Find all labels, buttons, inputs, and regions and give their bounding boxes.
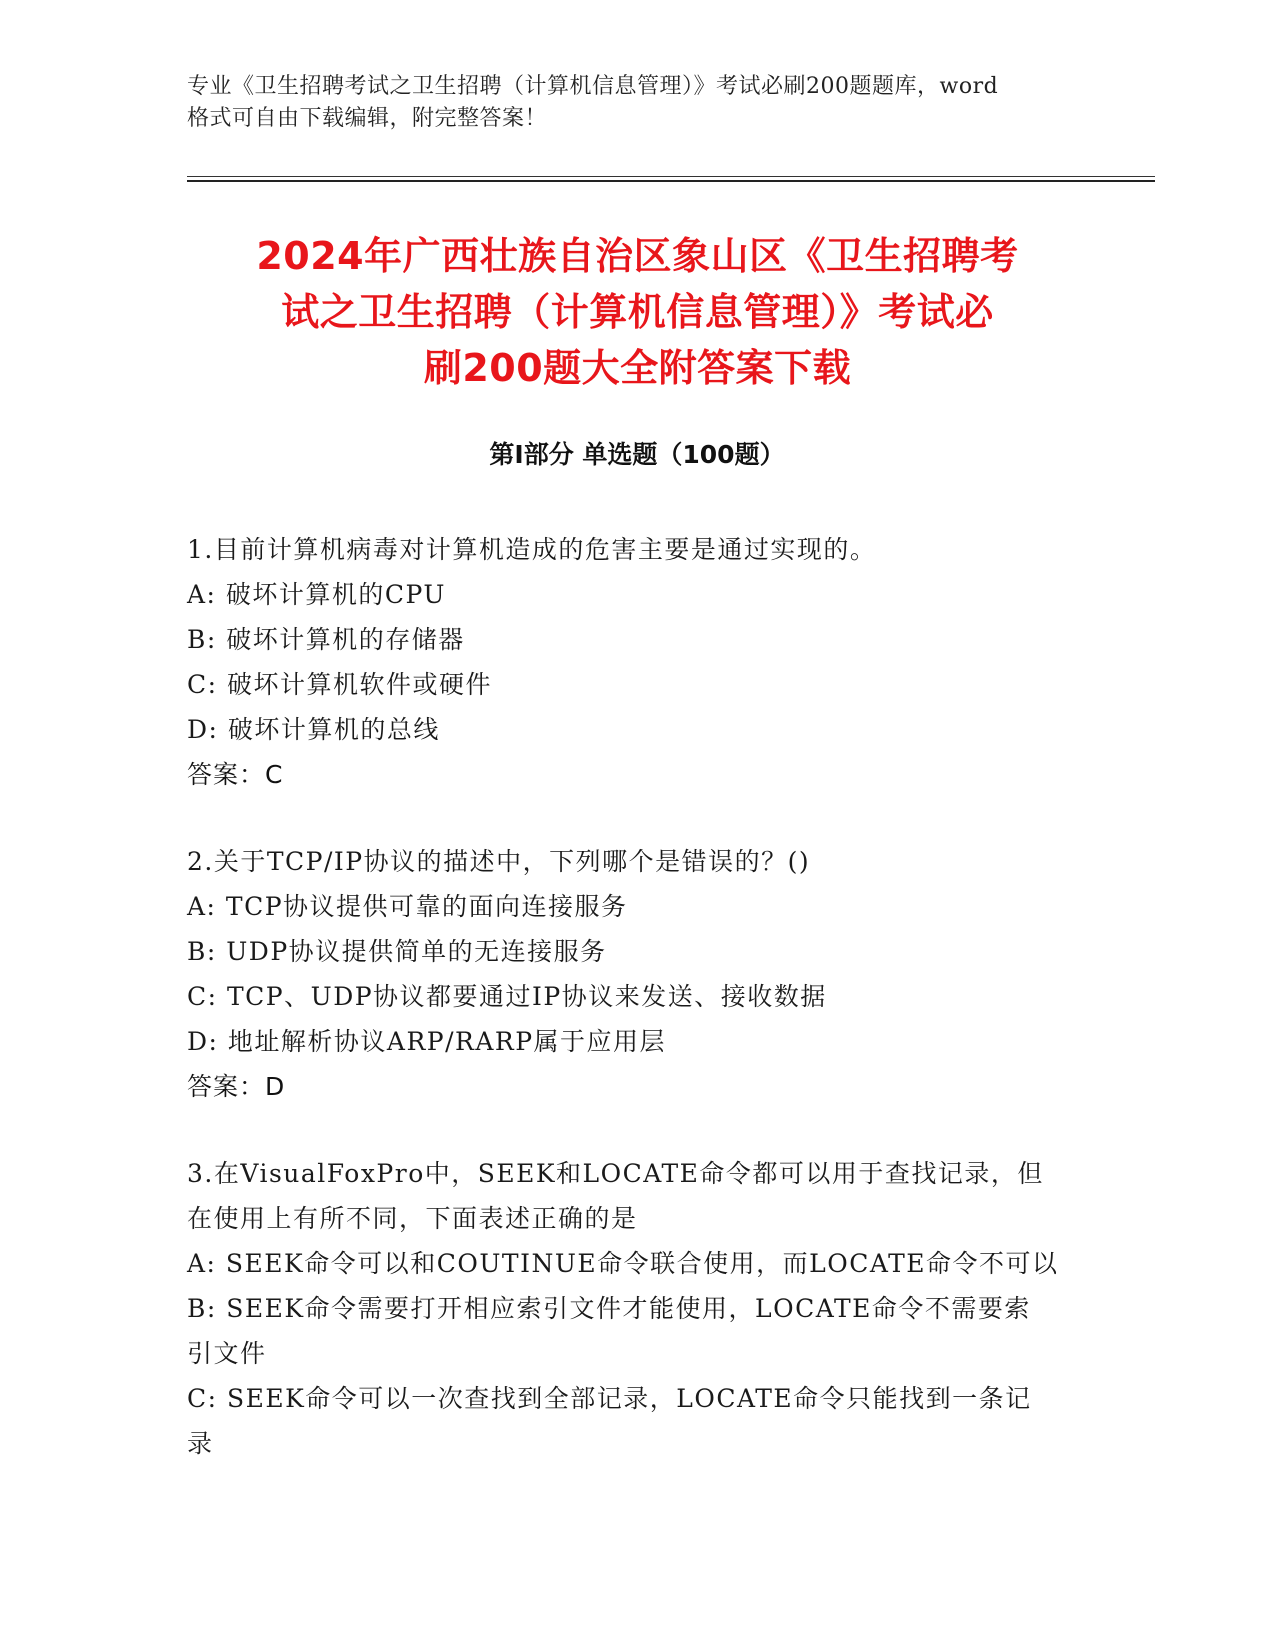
option-a: A: TCP协议提供可靠的面向连接服务	[187, 892, 628, 921]
option-b: B: SEEK命令需要打开相应索引文件才能使用，LOCATE命令不需要索	[187, 1294, 1031, 1323]
title-line-3: 刷200题大全附答案下载	[423, 346, 852, 390]
option-c: C: TCP、UDP协议都要通过IP协议来发送、接收数据	[187, 982, 827, 1011]
option-b-continued: 引文件	[187, 1339, 267, 1368]
question-stem-line-1: 3.在VisualFoxPro中，SEEK和LOCATE命令都可以用于查找记录，但	[187, 1159, 1044, 1188]
answer-label: 答案：C	[187, 760, 284, 789]
title-line-1: 2024年广西壮族自治区象山区《卫生招聘考	[256, 234, 1019, 278]
header-divider-thin	[187, 176, 1155, 177]
option-d: D: 破坏计算机的总线	[187, 715, 440, 744]
option-a: A: SEEK命令可以和COUTINUE命令联合使用，而LOCATE命令不可以	[187, 1249, 1059, 1278]
header-note	[187, 71, 1087, 135]
question-list	[187, 527, 1067, 1508]
question-2	[187, 839, 1067, 1109]
option-a: A: 破坏计算机的CPU	[187, 580, 447, 609]
document-title	[175, 228, 1100, 396]
header-note-line-2: 格式可自由下载编辑，附完整答案！	[187, 106, 548, 131]
option-c: C: 破坏计算机软件或硬件	[187, 670, 492, 699]
option-d: D: 地址解析协议ARP/RARP属于应用层	[187, 1027, 667, 1056]
option-b: B: 破坏计算机的存储器	[187, 625, 465, 654]
question-1	[187, 527, 1067, 797]
section-heading: 第Ⅰ部分 单选题（100题）	[489, 440, 785, 469]
option-c: C: SEEK命令可以一次查找到全部记录，LOCATE命令只能找到一条记	[187, 1384, 1032, 1413]
question-3	[187, 1151, 1067, 1466]
question-stem: 1.目前计算机病毒对计算机造成的危害主要是通过实现的。	[187, 535, 877, 564]
title-line-2: 试之卫生招聘（计算机信息管理）》考试必	[281, 290, 994, 334]
header-divider-thick	[187, 180, 1155, 182]
question-stem: 2.关于TCP/IP协议的描述中，下列哪个是错误的？()	[187, 847, 811, 876]
header-note-line-1: 专业《卫生招聘考试之卫生招聘（计算机信息管理）》考试必刷200题题库，word	[187, 74, 999, 99]
option-b: B: UDP协议提供简单的无连接服务	[187, 937, 607, 966]
answer-label: 答案：D	[187, 1072, 286, 1101]
option-c-continued: 录	[187, 1429, 214, 1458]
question-stem-line-2: 在使用上有所不同，下面表述正确的是	[187, 1204, 638, 1233]
